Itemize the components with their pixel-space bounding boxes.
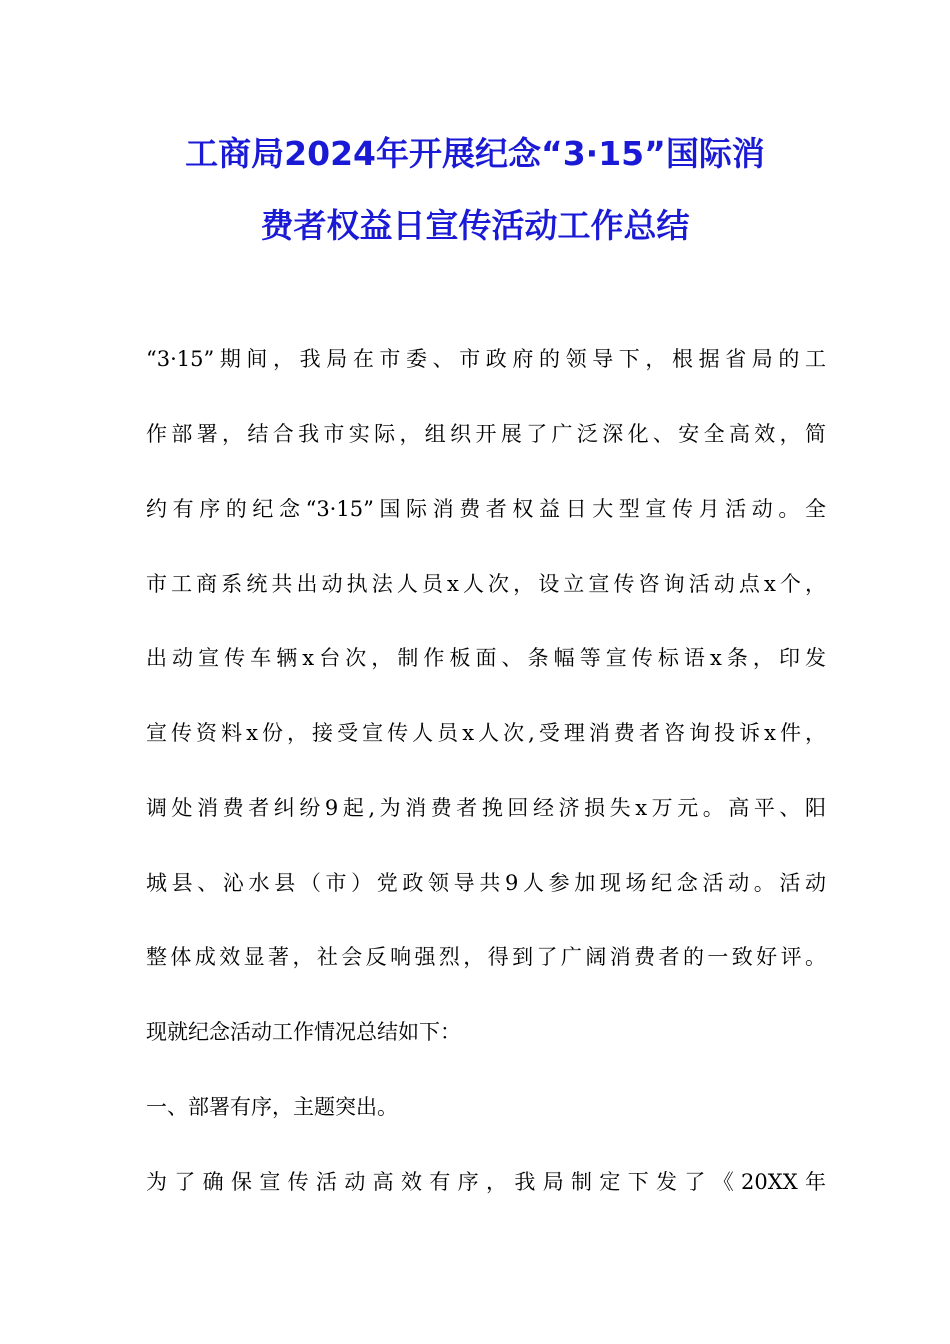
section-heading-1: 一、部署有序，主题突出。	[146, 1095, 398, 1119]
body-line-2: 作部署，结合我市实际，组织开展了广泛深化、安全高效，简	[146, 422, 826, 446]
body-line-3: 约有序的纪念“3·15”国际消费者权益日大型宣传月活动。全	[146, 497, 826, 521]
body-line-12: 为了确保宣传活动高效有序，我局制定下发了《20XX年	[146, 1170, 826, 1194]
body-line-8: 城县、沁水县（市）党政领导共9人参加现场纪念活动。活动	[146, 871, 826, 895]
body-line-9: 整体成效显著，社会反响强烈，得到了广阔消费者的一致好评。	[146, 945, 826, 969]
document-title-line-2: 费者权益日宣传活动工作总结	[260, 206, 690, 245]
body-line-5: 出动宣传车辆x台次，制作板面、条幅等宣传标语x条，印发	[146, 646, 826, 670]
document-title-line-1: 工商局2024年开展纪念“3·15”国际消	[185, 134, 765, 173]
body-line-6: 宣传资料x份，接受宣传人员x人次,受理消费者咨询投诉x件，	[146, 721, 826, 745]
body-line-1: “3·15”期间，我局在市委、市政府的领导下，根据省局的工	[146, 347, 826, 371]
body-line-10: 现就纪念活动工作情况总结如下：	[146, 1020, 461, 1044]
body-line-7: 调处消费者纠纷9起,为消费者挽回经济损失x万元。高平、阳	[146, 796, 826, 820]
body-line-4: 市工商系统共出动执法人员x人次，设立宣传咨询活动点x个，	[146, 572, 826, 596]
